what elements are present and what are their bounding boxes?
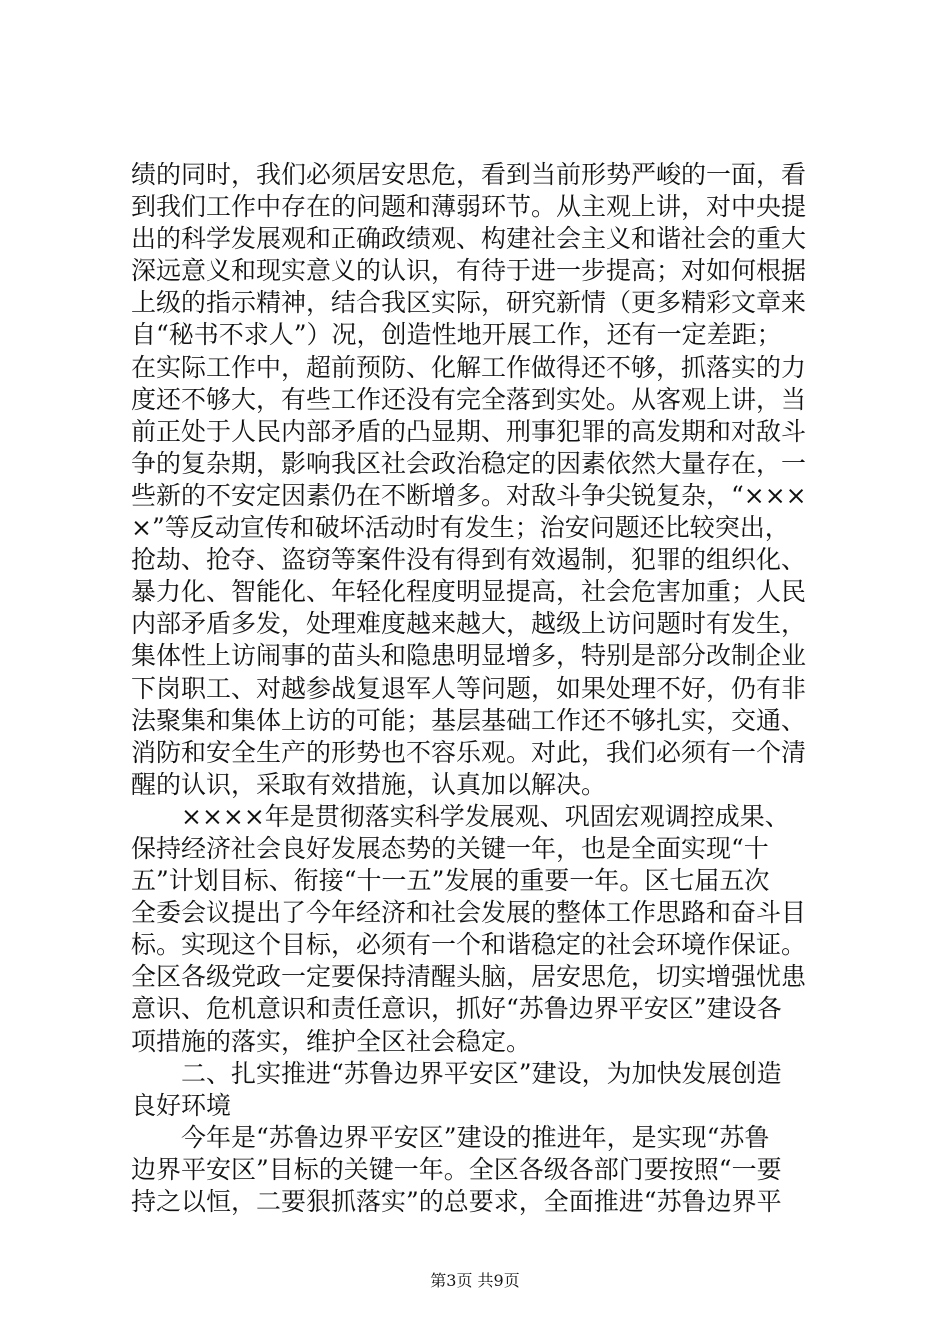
text-line: 消防和安全生产的形势也不容乐观。对此，我们必须有一个清 — [131, 737, 807, 767]
text-line: 下岗职工、对越参战复退军人等问题，如果处理不好，仍有非 — [131, 673, 807, 703]
text-line: 法聚集和集体上访的可能；基层基础工作还不够扎实，交通、 — [131, 705, 807, 735]
text-line: 保持经济社会良好发展态势的关键一年，也是全面实现“十 — [131, 833, 769, 863]
text-line: 今年是“苏鲁边界平安区”建设的推进年，是实现“苏鲁 — [131, 1122, 770, 1152]
text-line: 抢劫、抢夺、盗窃等案件没有得到有效遏制，犯罪的组织化、 — [131, 545, 807, 575]
text-line: 自“秘书不求人”）况，创造性地开展工作，还有一定差距； — [131, 320, 782, 350]
text-line: 前正处于人民内部矛盾的凸显期、刑事犯罪的高发期和对敌斗 — [131, 416, 807, 446]
text-line: 内部矛盾多发，处理难度越来越大，越级上访问题时有发生， — [131, 609, 807, 639]
text-line: 争的复杂期，影响我区社会政治稳定的因素依然大量存在，一 — [131, 448, 807, 478]
text-line: ××××年是贯彻落实科学发展观、巩固宏观调控成果、 — [131, 801, 790, 831]
text-line: 意识、危机意识和责任意识，抓好“苏鲁边界平安区”建设各 — [131, 994, 782, 1024]
text-line: 持之以恒，二要狠抓落实”的总要求，全面推进“苏鲁边界平 — [131, 1187, 782, 1216]
page-footer: 第3页 共9页 — [430, 1271, 520, 1290]
text-line: 在实际工作中，超前预防、化解工作做得还不够，抓落实的力 — [131, 352, 807, 382]
text-line: 二、扎实推进“苏鲁边界平安区”建设，为加快发展创造 — [131, 1058, 782, 1088]
text-line: 全区各级党政一定要保持清醒头脑，居安思危，切实增强忧患 — [131, 962, 807, 992]
text-line: ×”等反动宣传和破坏活动时有发生；治安问题还比较突出， — [131, 513, 790, 543]
text-line: 标。实现这个目标，必须有一个和谐稳定的社会环境作保证。 — [131, 930, 807, 960]
text-line: 全委会议提出了今年经济和社会发展的整体工作思路和奋斗目 — [131, 898, 807, 928]
text-line: 项措施的落实，维护全区社会稳定。 — [131, 1026, 532, 1056]
text-line: 良好环境 — [131, 1090, 232, 1120]
text-line: 到我们工作中存在的问题和薄弱环节。从主观上讲，对中央提 — [131, 192, 807, 222]
text-line: 边界平安区”目标的关键一年。全区各级各部门要按照“一要 — [131, 1154, 782, 1184]
text-line: 醒的认识，采取有效措施，认真加以解决。 — [131, 769, 607, 799]
body-text — [131, 159, 831, 1218]
text-line: 集体性上访闹事的苗头和隐患明显增多，特别是部分改制企业 — [131, 641, 807, 671]
text-line: 度还不够大，有些工作还没有完全落到实处。从客观上讲，当 — [131, 384, 807, 414]
text-line: 上级的指示精神，结合我区实际，研究新情（更多精彩文章来 — [131, 288, 807, 318]
text-line: 些新的不安定因素仍在不断增多。对敌斗争尖锐复杂，“××× — [131, 480, 807, 510]
text-line: 出的科学发展观和正确政绩观、构建社会主义和谐社会的重大 — [131, 224, 807, 254]
text-line: 暴力化、智能化、年轻化程度明显提高，社会危害加重；人民 — [131, 577, 807, 607]
text-line: 绩的同时，我们必须居安思危，看到当前形势严峻的一面，看 — [131, 160, 807, 189]
text-line: 五”计划目标、衔接“十一五”发展的重要一年。区七届五次 — [131, 866, 770, 896]
text-line: 深远意义和现实意义的认识，有待于进一步提高；对如何根据 — [131, 256, 807, 286]
